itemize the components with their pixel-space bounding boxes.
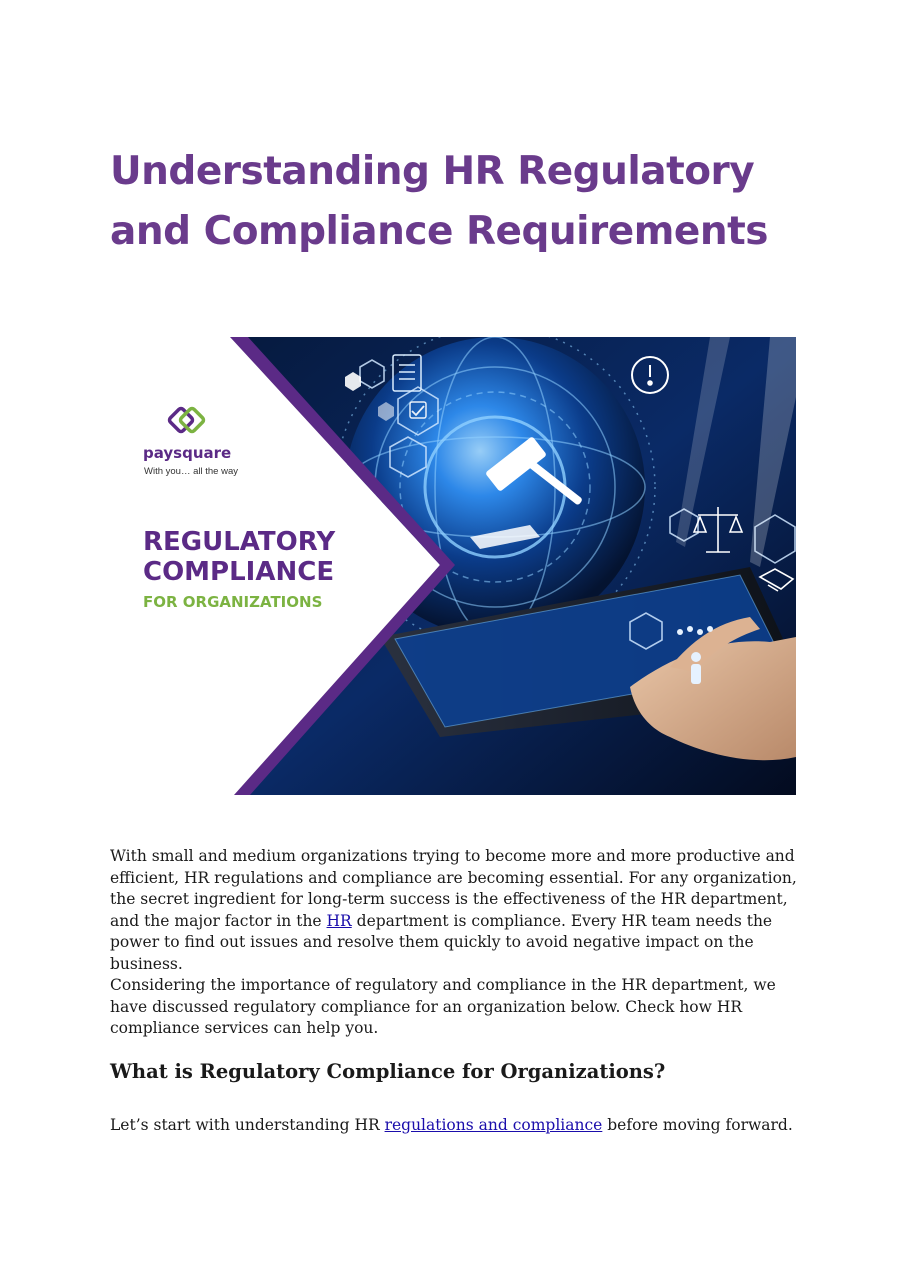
hero-banner-image [110,337,796,795]
section-intro-text-b: before moving forward. [602,1116,793,1134]
brand-name: paysquare [143,444,232,462]
title-line-1: Understanding HR Regulatory [110,149,755,194]
paragraph-1 [110,846,800,975]
section-intro [110,1115,810,1137]
banner-headline-line2: COMPLIANCE [143,557,335,587]
section-intro-text-a: Let’s start with understanding HR [110,1116,385,1134]
page-title [110,142,810,262]
brand-tagline: With you… all the way [144,466,238,477]
banner-graphic [110,337,796,795]
article-body [110,846,800,1040]
banner-subheadline: FOR ORGANIZATIONS [143,593,323,611]
paragraph-2: Considering the importance of regulatory and compliance in the HR department, we have discussed regulatory compliance for an organization below. Check how HR compliance services can help you. [110,976,776,1037]
paragraph-1-text-a: With small and medium organizations trying to become more and more productive and efficient, HR regulations and compliance are becoming essential. For any organization, the secret ingredient for long-term success is the effectiveness of the HR department, and the major factor in the [110,847,797,930]
banner-headline-line1: REGULATORY [143,527,336,557]
hr-link[interactable]: HR [326,911,352,930]
paragraph-1-text-b: department is compliance. Every HR team needs the power to find out issues and resolve them quickly to avoid negative impact on the business. [110,911,773,973]
title-line-2: and Compliance Requirements [110,209,768,254]
section-heading: What is Regulatory Compliance for Organizations? [110,1060,666,1083]
regulations-link[interactable]: regulations and compliance [384,1116,603,1134]
